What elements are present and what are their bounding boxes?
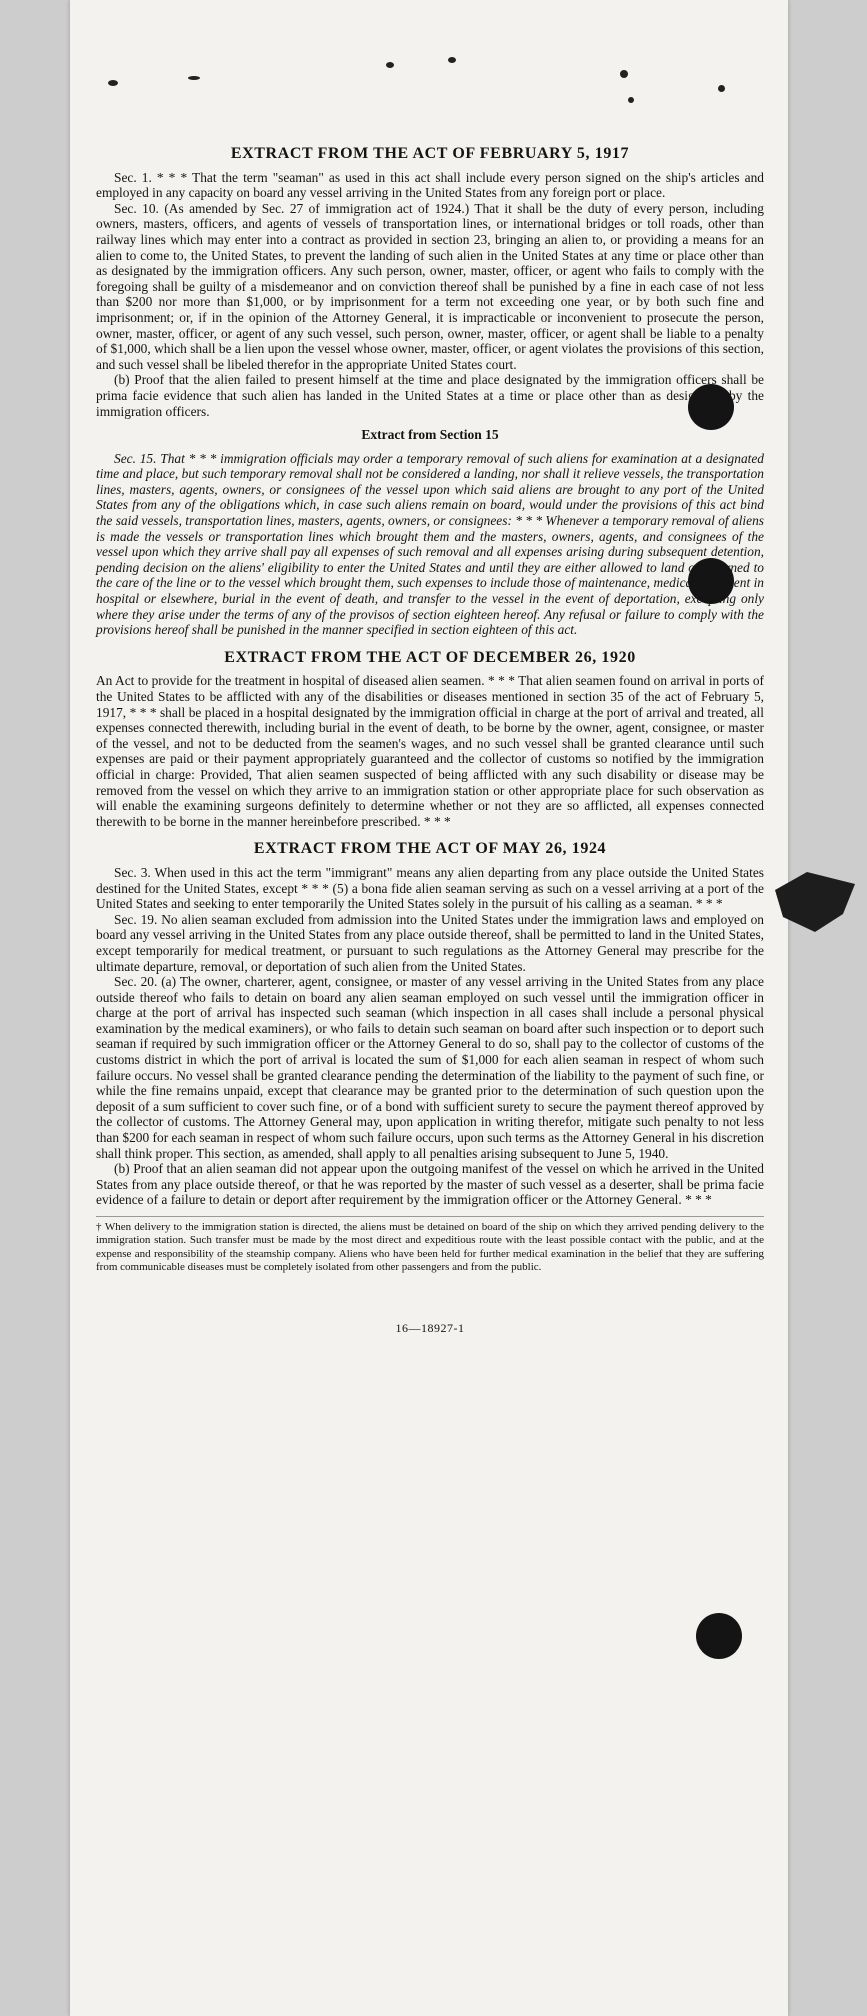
ink-speck (620, 70, 628, 78)
paragraph: Sec. 10. (As amended by Sec. 27 of immigration act of 1924.) That it shall be the duty of every person, including owners, masters, officers, and agents of vessels of transportation lines, or international bridges or toll roads, other than railway lines which may enter into a contract as provided in section 23, bringing an alien to, or providing a means for an alien to come to, the United States, to prevent the landing of such alien in the United States at any time or place other than as designated by the immigration officers. Any such person, owner, master, officer, or agent who fails to comply with the foregoing shall be guilty of a misdemeanor and on conviction thereof shall be punished by a fine in each case of not less than $200 nor more than $1,000, or by imprisonment for a term not exceeding one year, or by both such fine and imprisonment; or, if in the opinion of the Attorney General, it is impracticable or inconvenient to prosecute the person, owner, master, officer, or agent of any such vessel, such person, owner, master, officer, or agent shall be liable to a penalty of $1,000, which shall be a lien upon the vessel whose owner, master, officer, or agent violates the provisions of this section, and such vessel shall be libeled therefor in the appropriate United States court. (96, 200, 764, 372)
footnote: † When delivery to the immigration station is directed, the aliens must be detained on board of the ship on which they arrived pending delivery to the immigration station. Such transfer must be made by the most direct and expeditious route with the least possible contact with the public, and at the expense and responsibility of the steamship company. Aliens who have been held for further medical examination in the belief that they are suffering from communicable diseases must be completely isolated from other passengers and from the public. (96, 1216, 764, 1275)
ink-speck (188, 76, 200, 80)
paragraph: Sec. 1. * * * That the term "seaman" as used in this act shall include every person signed on the ship's articles and employed in any capacity on board any vessel arriving in the United States from any foreign port or place. (96, 169, 764, 201)
ink-speck (448, 57, 456, 63)
section-heading: EXTRACT FROM THE ACT OF DECEMBER 26, 1920 (224, 648, 636, 666)
paragraph: Sec. 20. (a) The owner, charterer, agent, consignee, or master of any vessel arriving in the United States from any place outside thereof who fails to detain on board any alien seaman employed on such vessel until the immigration officer in charge at the port of arrival has inspected such seaman (which inspection in all cases shall include a personal physical examination by the medical examiners), or who fails to detain such seaman on board after such inspection or to deport such seaman if required by such immigration officer or the Attorney General to do so, shall pay to the collector of customs of the customs district in which the port of arrival is located the sum of $1,000 for each alien seaman in respect of whom such failure occurs. No vessel shall be granted clearance pending the determination of the liability to the payment of such fine, or while the fine remains unpaid, except that clearance may be granted prior to the determination of such question upon the deposit of a sum sufficient to cover such fine, or of a bond with sufficient surety to secure the payment thereof approved by the collector of customs. The Attorney General may, upon application in writing therefor, mitigate such penalty to not less than $200 for each seaman in respect of whom such failure occurs, upon such terms as the Attorney General in his discretion shall think proper. This section, as amended, shall apply to all penalties arising subsequent to June 5, 1940. (96, 974, 764, 1161)
paragraph: Sec. 3. When used in this act the term "immigrant" means any alien departing from any place outside the United States destined for the United States, except * * * (5) a bona fide alien seaman serving as such on a vessel arriving at a port of the United States and seeking to enter temporarily the United States solely in the pursuit of his calling as a seaman. * * * (96, 864, 764, 912)
paragraph: Sec. 15. That * * * immigration officials may order a temporary removal of such aliens for examination at a designated time and place, but such temporary removal shall not be considered a landing, nor shall it relieve vessels, the transportation lines, masters, agents, owners, or consignees of the vessel upon which said aliens are brought to any port of the United States from any of the obligations which, in case such aliens remain on board, would under the provisions of this act bind the said vessels, transportation lines, masters, agents, owners, or consignees: * * * Whenever a temporary removal of aliens is made the vessels or transportation lines which brought them and the masters, owners, agents, and consignees of the vessel upon which they arrive shall pay all expenses of such removal and all expenses arising during subsequent detention, pending decision on the aliens' eligibility to enter the United States and until they are either allowed to land or returned to the care of the line or to the vessel which brought them, such expenses to include those of maintenance, medical treatment in hospital or elsewhere, burial in the event of death, and transfer to the vessel in the event of deportation, excepting only where they arise under the terms of any of the provisos of section eighteen hereof. Any refusal or failure to comply with the provisions hereof shall be punished in the manner specified in section eighteen of this act. (96, 450, 764, 638)
section-subheading: Extract from Section 15 (361, 427, 499, 443)
ink-speck (628, 97, 634, 103)
ink-speck (386, 62, 394, 68)
paragraph: (b) Proof that the alien failed to present himself at the time and place designated by the immigration officers shall be prima facie evidence that such alien has landed in the United States at a time or place other than as designated by the immigration officers. (96, 372, 764, 419)
paragraph: (b) Proof that an alien seaman did not appear upon the outgoing manifest of the vessel on which he arrived in the United States from any place outside thereof, or that he was reported by the master of such vessel as a deserter, shall be prima facie evidence of a failure to detain or deport after requirement by the immigration officer or the Attorney General. * * * (96, 1161, 764, 1208)
punch-hole (696, 1613, 742, 1659)
section-extract-15 (96, 427, 764, 638)
form-code: 16—18927-1 (395, 1320, 465, 1335)
paragraph: Sec. 19. No alien seaman excluded from admission into the United States under the immigration laws and employed on board any vessel arriving in the United States from any place outside thereof, shall be permitted to land in the United States, except temporarily for medical treatment, or pursuant to such regulations as the Attorney General may prescribe for the ultimate departure, removal, or deportation of such alien from the United States. (96, 911, 764, 974)
section-act-1924 (96, 841, 764, 1208)
section-act-1920 (96, 650, 764, 830)
paragraph: An Act to provide for the treatment in hospital of diseased alien seamen. * * * That alien seamen found on arrival in ports of the United States to be afflicted with any of the disabilities or diseases mentioned in section 35 of the act of February 5, 1917, * * * shall be placed in a hospital designated by the immigration official in charge at the port of arrival and treated, all expenses connected therewith, including burial in the event of death, to be borne by the owner, agent, consignee, or master of the vessel, and not to be deducted from the seamen's wages, and no such vessel shall be granted clearance until such expenses are paid or their payment appropriately guaranteed and the collector of customs so notified by the immigration official in charge: Provided, That alien seamen suspected of being afflicted with any such disability or disease may be removed from the vessel on which they arrive to an immigration station or other appropriate place for such observation as will enable the examining surgeons definitely to determine whether or not they are so afflicted, all expenses connected therewith to be borne in the manner hereinbefore prescribed. * * * (96, 673, 764, 829)
section-heading: EXTRACT FROM THE ACT OF MAY 26, 1924 (253, 840, 607, 858)
document-body (96, 134, 764, 1336)
section-heading: EXTRACT FROM THE ACT OF FEBRUARY 5, 1917 (230, 145, 630, 162)
ink-speck (108, 80, 118, 86)
ink-speck (718, 85, 725, 92)
section-act-1917 (96, 146, 764, 419)
